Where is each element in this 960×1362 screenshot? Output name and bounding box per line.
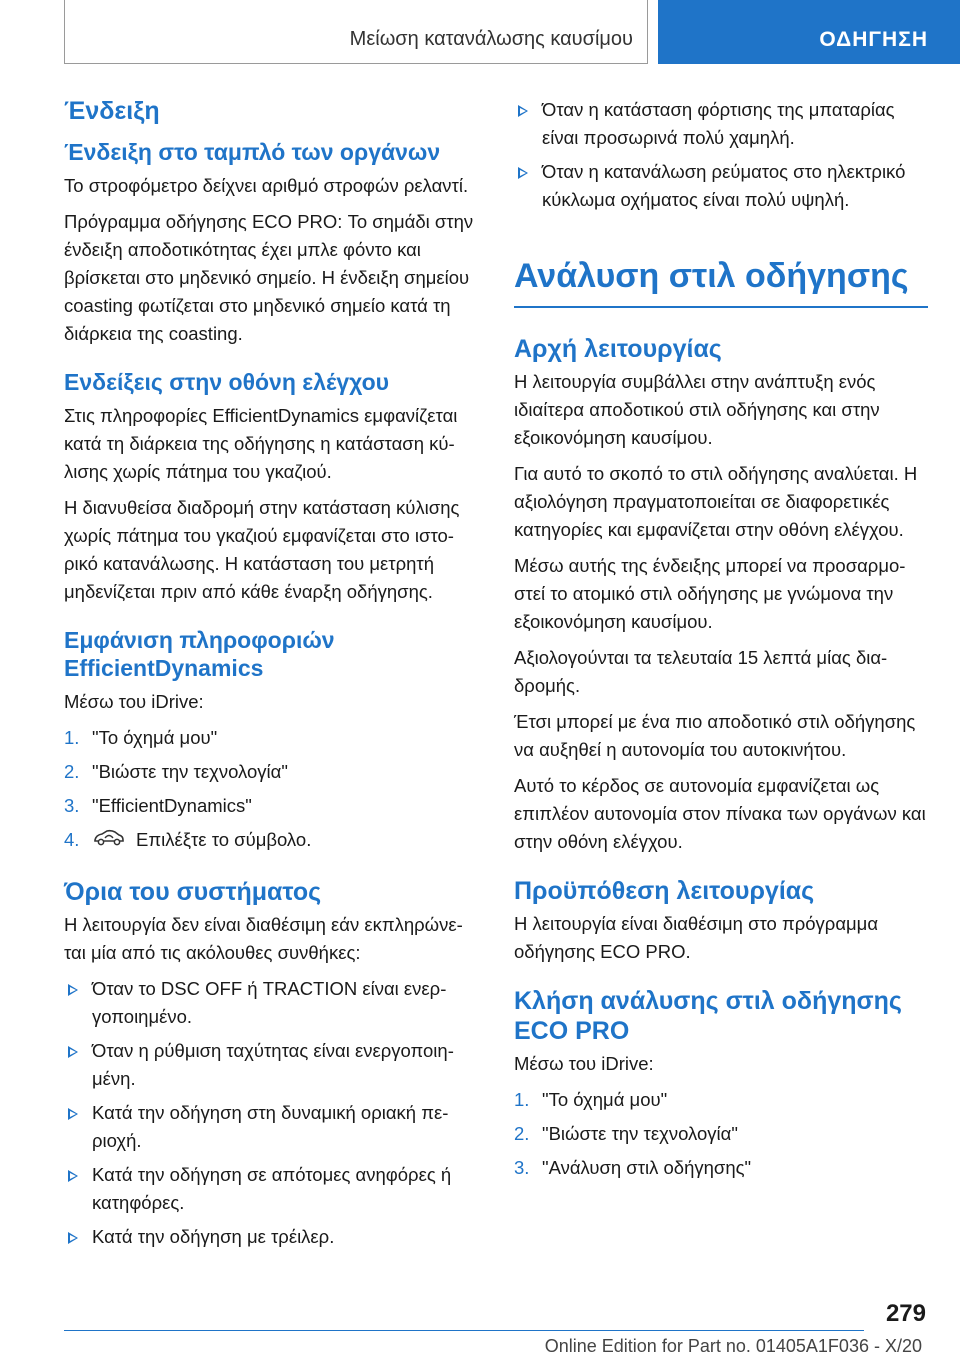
heading-show-efficientdynamics: Εμφάνιση πληροφοριών EfficientDynamics xyxy=(64,627,335,681)
page-number: 279 xyxy=(885,1300,926,1327)
para-screen-2: Η διανυθείσα διαδρομή στην κατάσταση κύλισης χωρίς πάτημα του γκαζιού εμφανίζεται στο ιστορικό κατανάλωσης. Η κατάσταση του μετρητή μηδενίζεται πριν από κάθε έναρξη οδήγησης. xyxy=(64,497,460,602)
bullet-triangle-icon xyxy=(518,167,528,179)
list-item xyxy=(64,724,478,752)
heading-indication: Ένδειξη xyxy=(64,97,160,125)
list-item xyxy=(64,1037,478,1093)
step-number: 2. xyxy=(514,1123,530,1144)
step-text: "EfficientDynamics" xyxy=(92,795,252,816)
steps-list-left xyxy=(64,724,478,855)
para-screen-1: Στις πληροφορίες EfficientDynamics εμφανίζεται κατά τη διάρκεια της οδήγησης η κατάσταση κύλισης χωρίς πάτημα του γκαζιού. xyxy=(64,405,458,482)
heading-screen-indications: Ενδείξεις στην οθόνη ελέγχου xyxy=(64,369,389,395)
list-item xyxy=(514,158,928,214)
para-principle-3: Μέσω αυτής της ένδειξης μπορεί να προσαρμοστεί το ατομικό στιλ οδήγησης με γνώμονα την εξοικονόμηση καυσίμου. xyxy=(514,555,906,632)
step-text: "Το όχημά μου" xyxy=(542,1089,668,1110)
header-title-box xyxy=(64,0,648,64)
para-principle-6: Αυτό το κέρδος σε αυτονομία εμφανίζεται ως επιπλέον αυτονομία στον πίνακα των οργάνων και στην οθόνη ελέγχου. xyxy=(514,775,926,852)
limits-bullet-list xyxy=(64,975,478,1251)
bullet-triangle-icon xyxy=(518,105,528,117)
page-header xyxy=(0,0,960,64)
right-column xyxy=(514,96,928,1188)
heading-call-analysis: Κλήση ανάλυσης στιλ οδήγησης ECO PRO xyxy=(514,987,902,1045)
bullet-text: Όταν το DSC OFF ή TRACTION είναι ενεργοποιημένο. xyxy=(92,978,447,1028)
bullet-triangle-icon xyxy=(68,1170,78,1182)
list-item xyxy=(64,826,478,855)
header-title: Μείωση κατανάλωσης καυσίμου xyxy=(349,28,633,50)
list-item xyxy=(514,1154,928,1182)
para-via-idrive: Μέσω του iDrive: xyxy=(64,691,204,712)
heading-principle: Αρχή λειτουργίας xyxy=(514,335,722,363)
list-item xyxy=(64,1223,478,1251)
section-title-rule xyxy=(514,306,928,308)
left-column xyxy=(64,96,478,1257)
bullet-text: Όταν η κατάσταση φόρτισης της μπαταρίας είναι προσωρινά πολύ χαμηλή. xyxy=(542,99,895,148)
list-item xyxy=(64,1099,478,1155)
step-number: 3. xyxy=(64,795,80,816)
bullet-triangle-icon xyxy=(68,1108,78,1120)
bullet-text: Όταν η ρύθμιση ταχύτητας είναι ενεργοποιημένη. xyxy=(92,1040,454,1090)
footer-edition: Online Edition for Part no. 01405A1F036 - X/20 xyxy=(544,1336,922,1356)
section-title-block xyxy=(514,256,928,308)
step-text: "Ανάλυση στιλ οδήγησης" xyxy=(542,1157,752,1178)
para-cluster-1: Το στροφόμετρο δείχνει αριθμό στροφών ρελαντί. xyxy=(64,175,469,196)
para-via-idrive-right: Μέσω του iDrive: xyxy=(514,1053,654,1074)
section-title: Ανάλυση στιλ οδήγησης xyxy=(514,257,909,295)
step-number: 1. xyxy=(514,1089,530,1110)
para-limits: Η λειτουργία δεν είναι διαθέσιμη εάν εκπληρώνεται μία από τις ακόλουθες συνθήκες: xyxy=(64,914,463,964)
para-principle-1: Η λειτουργία συμβάλλει στην ανάπτυξη ενός ιδιαίτερα αποδοτικού στιλ οδήγησης και στην εξοικονόμηση καυσίμου. xyxy=(514,371,880,448)
step-number: 1. xyxy=(64,727,80,748)
limits-bullet-list-continued xyxy=(514,96,928,214)
heading-system-limits: Όρια του συστήματος xyxy=(64,878,322,907)
list-item xyxy=(64,1161,478,1217)
para-principle-2: Για αυτό το σκοπό το στιλ οδήγησης αναλύεται. Η αξιολόγηση πραγματοποιείται σε διαφορετικές κατηγορίες και εμφανίζεται στην οθόνη ελέγχου. xyxy=(514,463,918,540)
bullet-text: Κατά την οδήγηση σε απότομες ανηφόρες ή κατηφόρες. xyxy=(92,1164,452,1214)
step-text: Επιλέξτε το σύμβολο. xyxy=(136,829,312,850)
heading-prerequisite: Προϋπόθεση λειτουργίας xyxy=(514,877,815,905)
para-principle-5: Έτσι μπορεί με ένα πιο αποδοτικό στιλ οδήγησης να αυξηθεί η αυτονομία του αυτοκινήτου. xyxy=(514,711,916,760)
step-number: 2. xyxy=(64,761,80,782)
car-efficiency-icon xyxy=(92,827,126,855)
list-item xyxy=(514,1120,928,1148)
heading-cluster-indication: Ένδειξη στο ταμπλό των οργάνων xyxy=(64,139,441,165)
bullet-text: Κατά την οδήγηση στη δυναμική οριακή περιοχή. xyxy=(92,1102,449,1152)
step-number: 3. xyxy=(514,1157,530,1178)
step-text: "Βιώστε την τεχνολογία" xyxy=(92,761,288,782)
list-item xyxy=(64,758,478,786)
step-text: "Βιώστε την τεχνολογία" xyxy=(542,1123,738,1144)
para-principle-4: Αξιολογούνται τα τελευταία 15 λεπτά μίας διαδρομής. xyxy=(514,647,888,696)
para-prerequisite: Η λειτουργία είναι διαθέσιμη στο πρόγραμμα οδήγησης ECO PRO. xyxy=(514,913,879,962)
bullet-triangle-icon xyxy=(68,984,78,996)
bullet-text: Κατά την οδήγηση με τρέιλερ. xyxy=(92,1226,335,1248)
step-text: "Το όχημά μου" xyxy=(92,727,218,748)
bullet-triangle-icon xyxy=(68,1046,78,1058)
steps-list-right xyxy=(514,1086,928,1182)
bullet-text: Όταν η κατανάλωση ρεύματος στο ηλεκτρικό κύκλωμα οχήματος είναι πολύ υψηλή. xyxy=(542,161,906,210)
step-number: 4. xyxy=(64,829,80,850)
header-section-label: ΟΔΗΓΗΣΗ xyxy=(819,28,928,51)
header-section-tab xyxy=(658,0,960,64)
bullet-triangle-icon xyxy=(68,1232,78,1244)
para-cluster-2: Πρόγραμμα οδήγησης ECO PRO: Το σημάδι στην ένδειξη αποδοτικότητας έχει μπλε φόντο και βρίσκεται στο μηδενικό σημείο. Η ένδειξη σημείου coasting φωτίζεται στο μηδενικό σημείο κατά τη διάρκεια της coasting. xyxy=(64,211,474,344)
footer-rule xyxy=(64,1330,864,1331)
list-item xyxy=(514,1086,928,1114)
list-item xyxy=(64,792,478,820)
list-item xyxy=(64,975,478,1031)
list-item xyxy=(514,96,928,152)
